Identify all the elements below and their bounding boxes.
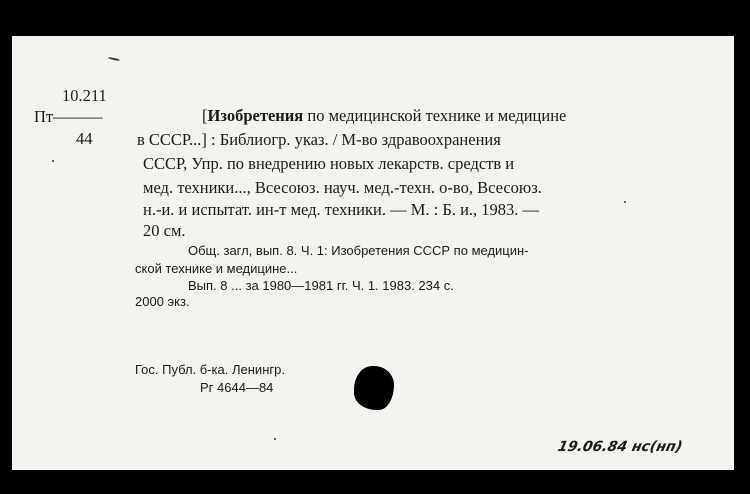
holding-number: Рг 4644—84 — [200, 380, 274, 395]
speck — [624, 201, 626, 203]
speck — [274, 438, 276, 440]
entry-line-1: [Изобретения по медицинской технике и медицине — [202, 106, 567, 125]
call-number-suffix: 44 — [76, 129, 93, 148]
ink-blot — [354, 366, 394, 410]
entry-title-bold: Изобретения — [207, 106, 304, 125]
handwritten-date-note: 19.06.84 нс(нп) — [556, 439, 684, 455]
call-number-class: 10.211 — [62, 86, 107, 105]
entry-line-5: н.-и. и испытат. ин-т мед. техники. — М. : Б. и., 1983. — — [143, 200, 540, 219]
entry-line-3: СССР, Упр. по внедрению новых лекарств. средств и — [143, 154, 515, 173]
entry-line-4: мед. техники..., Всесоюз. науч. мед.-техн. о-во, Всесоюз. — [143, 178, 542, 197]
speck — [108, 57, 120, 61]
entry-line-6: 20 см. — [143, 221, 186, 240]
note-line-3: Вып. 8 ... за 1980—1981 гг. Ч. 1. 1983. 234 с. — [188, 278, 454, 293]
entry-line-2: в СССР...] : Библиогр. указ. / М-во здравоохранения — [137, 130, 501, 149]
speck — [52, 160, 54, 162]
note-line-2: ской технике и медицине... — [135, 261, 298, 276]
note-line-4: 2000 экз. — [135, 294, 190, 309]
holding-library: Гос. Публ. б-ка. Ленингр. — [135, 362, 285, 377]
call-number-author-mark: Пт——— — [34, 107, 103, 126]
note-line-1: Общ. загл, вып. 8. Ч. 1: Изобретения СССР по медицин- — [188, 243, 529, 258]
